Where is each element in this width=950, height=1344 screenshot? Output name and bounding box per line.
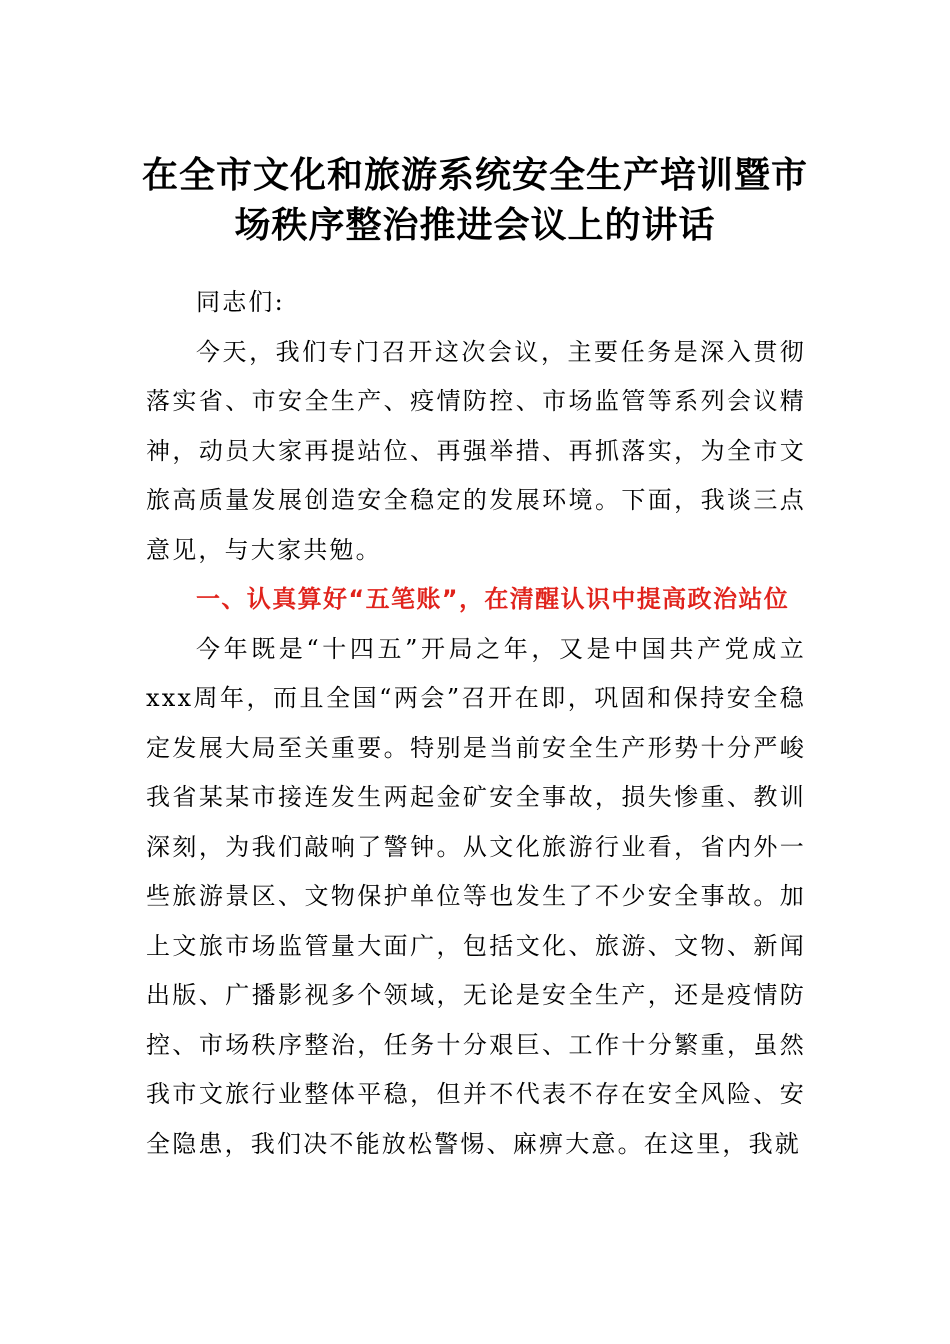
paragraph-section-1: 今年既是“十四五”开局之年，又是中国共产党成立xxx周年，而且全国“两会”召开在即，巩固和保持安全稳定发展大局至关重要。特别是当前安全生产形势十分严峻我省某某市接连发生两起金矿安全事故，损失惨重、教训深刻，为我们敲响了警钟。从文化旅游行业看，省内外一些旅游景区、文物保护单位等也发生了不少安全事故。加上文旅市场监管量大面广，包括文化、旅游、文物、新闻出版、广播影视多个领域，无论是安全生产，还是疫情防控、市场秩序整治，任务十分艰巨、工作十分繁重，虽然我市文旅行业整体平稳，但并不代表不存在安全风险、安全隐患，我们决不能放松警惕、麻痹大意。在这里，我就 bbox=[146, 634, 806, 1158]
salutation: 同志们: bbox=[196, 288, 285, 316]
paragraph-intro: 今天，我们专门召开这次会议，主要任务是深入贯彻落实省、市安全生产、疫情防控、市场监管等系列会议精神，动员大家再提站位、再强举措、再抓落实，为全市文旅高质量发展创造安全稳定的发展环境。下面，我谈三点意见，与大家共勉。 bbox=[146, 337, 806, 564]
section-heading-1: 一、认真算好“五笔账”，在清醒认识中提高政治站位 bbox=[196, 585, 790, 613]
title-line-2: 场秩序整治推进会议上的讲话 bbox=[234, 204, 716, 246]
document-body bbox=[146, 278, 806, 1169]
title-line-1: 在全市文化和旅游系统安全生产培训暨市 bbox=[141, 154, 808, 196]
document-title bbox=[120, 150, 830, 250]
